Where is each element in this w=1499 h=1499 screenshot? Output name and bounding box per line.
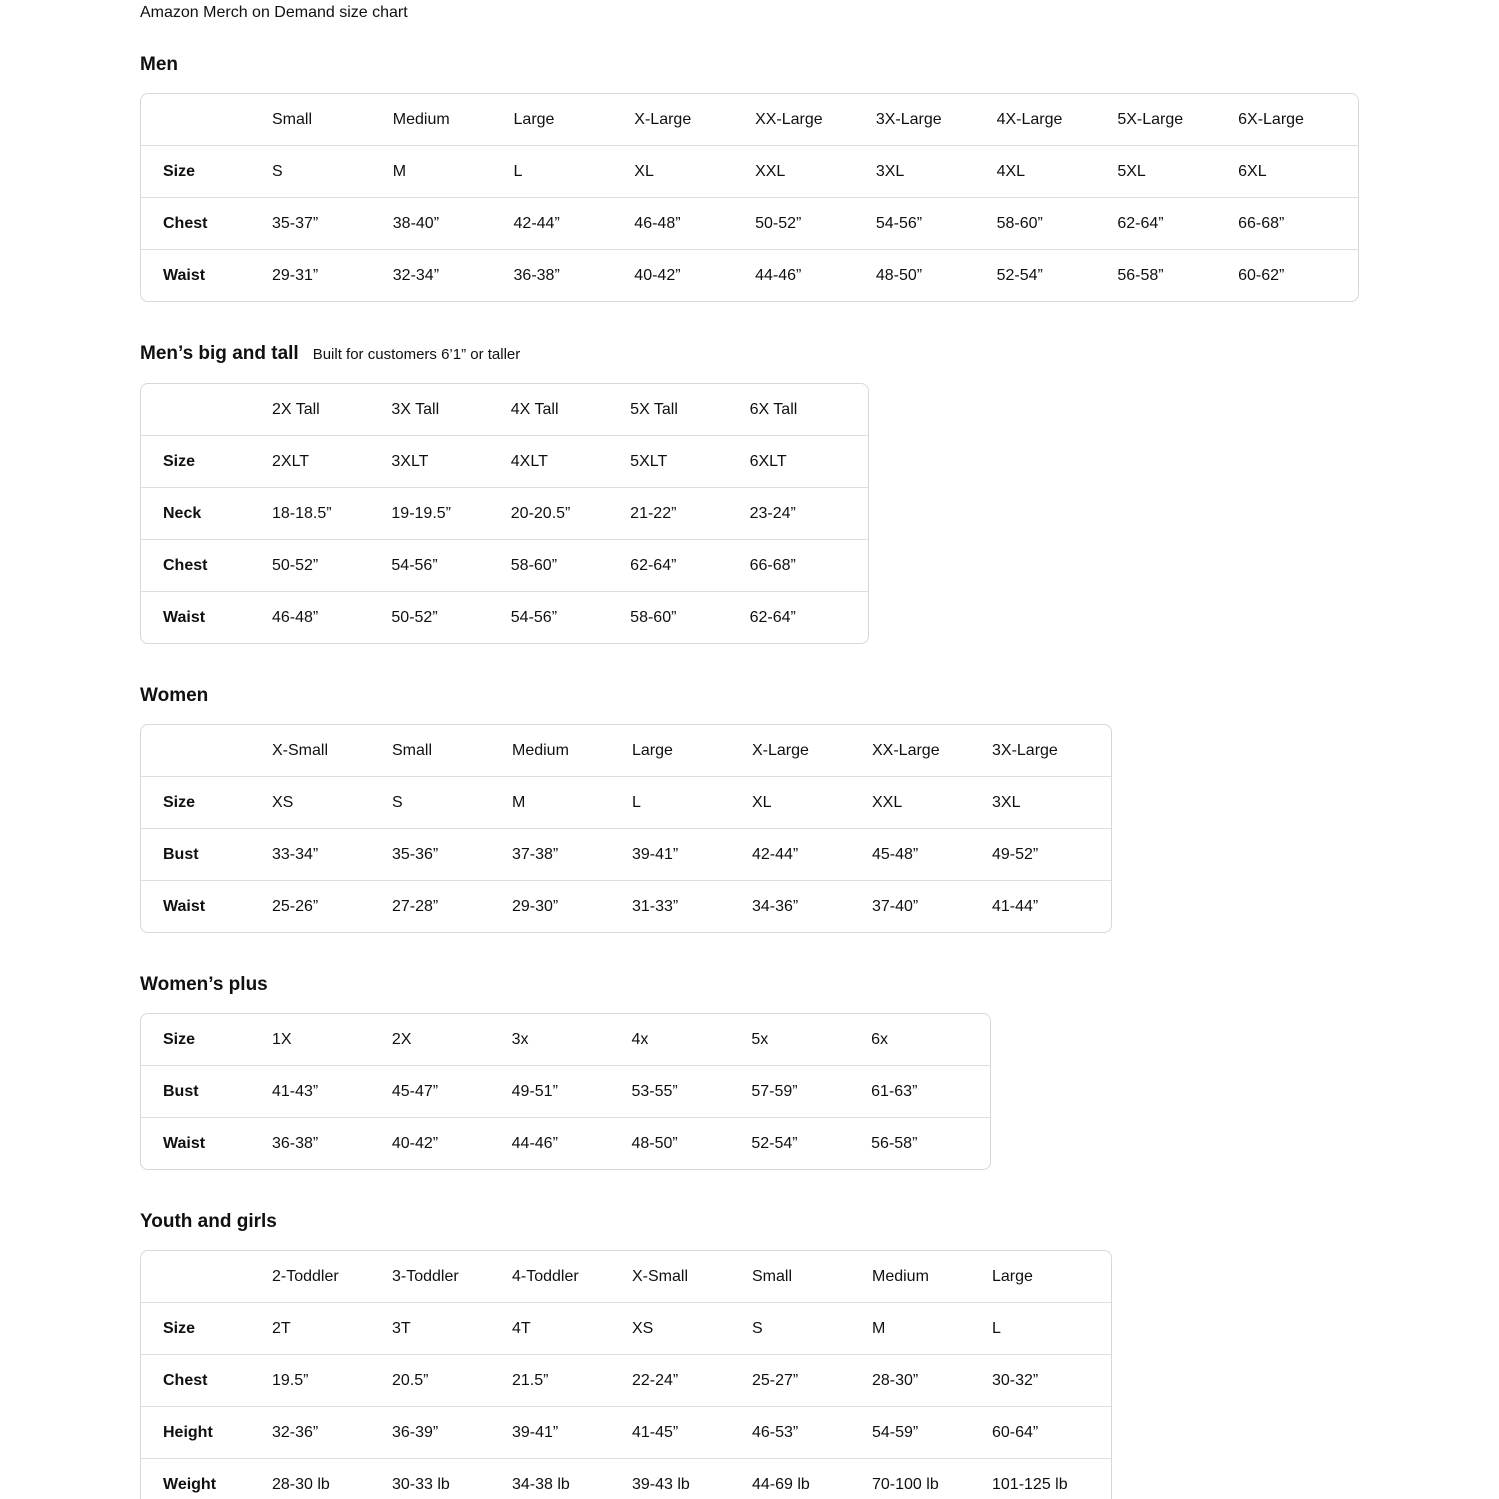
- cell: 40-42”: [391, 1117, 511, 1169]
- cell: 21.5”: [511, 1354, 631, 1406]
- cell: 52-54”: [750, 1117, 870, 1169]
- column-header: 6X Tall: [749, 400, 798, 418]
- cell: 22-24”: [631, 1354, 751, 1406]
- row-label: Height: [141, 1406, 271, 1458]
- section-heading-womens-plus: [140, 974, 1499, 996]
- cell: 56-58”: [1116, 249, 1237, 301]
- row-label: Waist: [141, 1117, 271, 1169]
- column-header: 4-Toddler: [512, 1267, 579, 1285]
- column-header: X-Large: [752, 741, 809, 759]
- cell: 34-38 lb: [511, 1458, 631, 1499]
- column-header: Large: [513, 110, 555, 128]
- row-label: Chest: [141, 1354, 271, 1406]
- cell: 19-19.5”: [390, 487, 509, 539]
- cell: 54-56”: [510, 591, 629, 643]
- cell: XXL: [871, 776, 991, 828]
- cell: 44-46”: [511, 1117, 631, 1169]
- cell: 27-28”: [391, 880, 511, 932]
- cell: 34-36”: [751, 880, 871, 932]
- corner-cell: [141, 725, 271, 776]
- cell: 5XLT: [629, 435, 748, 487]
- section-heading-mens-big-and-tall: [140, 343, 1499, 366]
- table-row: [141, 249, 1358, 301]
- cell: 41-44”: [991, 880, 1111, 932]
- cell: 36-38”: [271, 1117, 391, 1169]
- table-row: [141, 487, 868, 539]
- cell: 41-43”: [271, 1065, 391, 1117]
- cell: XS: [631, 1302, 751, 1354]
- cell: 44-69 lb: [751, 1458, 871, 1499]
- column-header-row: [141, 725, 1111, 776]
- cell: 4XL: [996, 145, 1117, 197]
- cell: 62-64”: [629, 539, 748, 591]
- cell: 23-24”: [749, 487, 868, 539]
- cell: M: [871, 1302, 991, 1354]
- cell: 31-33”: [631, 880, 751, 932]
- row-label: Weight: [141, 1458, 271, 1499]
- cell: 29-31”: [271, 249, 392, 301]
- section-heading-text: Men’s big and tall: [140, 343, 299, 364]
- cell: 62-64”: [749, 591, 868, 643]
- cell: 6XL: [1237, 145, 1358, 197]
- corner-cell: [141, 94, 271, 145]
- column-header: 6X-Large: [1238, 110, 1304, 128]
- cell: 60-64”: [991, 1406, 1111, 1458]
- column-header: 5X Tall: [630, 400, 678, 418]
- cell: M: [392, 145, 513, 197]
- cell: 36-39”: [391, 1406, 511, 1458]
- column-header: XX-Large: [872, 741, 940, 759]
- cell: S: [751, 1302, 871, 1354]
- cell: 3XLT: [390, 435, 509, 487]
- section-subtitle: Built for customers 6’1” or taller: [312, 346, 521, 363]
- cell: 54-59”: [871, 1406, 991, 1458]
- table-row: [141, 1117, 990, 1169]
- cell: 48-50”: [630, 1117, 750, 1169]
- section-youth-and-girls: [140, 1211, 1499, 1499]
- cell: 21-22”: [629, 487, 748, 539]
- cell: 35-36”: [391, 828, 511, 880]
- column-header: X-Small: [632, 1267, 689, 1285]
- row-label: Size: [141, 435, 271, 487]
- row-label: Size: [163, 1030, 196, 1048]
- table-row: [141, 776, 1111, 828]
- cell: 54-56”: [390, 539, 509, 591]
- cell: 28-30 lb: [271, 1458, 391, 1499]
- column-header: 3-Toddler: [392, 1267, 459, 1285]
- cell: 2XLT: [271, 435, 390, 487]
- row-label: Chest: [141, 539, 271, 591]
- womens-plus-table: [140, 1013, 991, 1170]
- youth-and-girls-table: [140, 1250, 1112, 1499]
- cell: 56-58”: [870, 1117, 990, 1169]
- cell: 2X: [391, 1030, 412, 1048]
- cell: 40-42”: [633, 249, 754, 301]
- cell: 58-60”: [510, 539, 629, 591]
- cell: 25-27”: [751, 1354, 871, 1406]
- cell: 50-52”: [390, 591, 509, 643]
- cell: 37-38”: [511, 828, 631, 880]
- cell: 4XLT: [510, 435, 629, 487]
- section-heading-women: [140, 685, 1499, 707]
- cell: 70-100 lb: [871, 1458, 991, 1499]
- women-table: [140, 724, 1112, 933]
- column-header-row: [141, 94, 1358, 145]
- cell: 39-43 lb: [631, 1458, 751, 1499]
- cell: M: [511, 776, 631, 828]
- cell: 60-62”: [1237, 249, 1358, 301]
- cell: 18-18.5”: [271, 487, 390, 539]
- cell: 58-60”: [996, 197, 1117, 249]
- row-label: Bust: [141, 828, 271, 880]
- table-row: [141, 145, 1358, 197]
- column-header: 2X Tall: [272, 400, 320, 418]
- table-row: [141, 1406, 1111, 1458]
- cell: 50-52”: [754, 197, 875, 249]
- section-heading-men: [140, 54, 1499, 76]
- cell: 45-48”: [871, 828, 991, 880]
- cell: 4x: [631, 1030, 649, 1048]
- cell: 46-48”: [633, 197, 754, 249]
- cell: 37-40”: [871, 880, 991, 932]
- table-row: [141, 539, 868, 591]
- cell: 39-41”: [511, 1406, 631, 1458]
- section-heading-text: Women’s plus: [140, 974, 268, 995]
- cell: 48-50”: [875, 249, 996, 301]
- cell: 5x: [751, 1030, 769, 1048]
- cell: 62-64”: [1116, 197, 1237, 249]
- column-header: 3X Tall: [391, 400, 440, 418]
- cell: 36-38”: [513, 249, 634, 301]
- cell: 29-30”: [511, 880, 631, 932]
- cell: 5XL: [1116, 145, 1237, 197]
- row-label: Waist: [141, 591, 271, 643]
- cell: 54-56”: [875, 197, 996, 249]
- column-header: 2-Toddler: [272, 1267, 339, 1285]
- cell: 3T: [391, 1302, 511, 1354]
- column-header: Large: [992, 1267, 1033, 1285]
- mens-big-and-tall-table: [140, 383, 869, 644]
- cell: 41-45”: [631, 1406, 751, 1458]
- cell: 101-125 lb: [991, 1458, 1111, 1499]
- cell: L: [631, 776, 751, 828]
- cell: 61-63”: [870, 1065, 990, 1117]
- cell: 6XLT: [749, 435, 868, 487]
- cell: 32-34”: [392, 249, 513, 301]
- cell: 46-48”: [271, 591, 390, 643]
- cell: 57-59”: [750, 1065, 870, 1117]
- cell: XL: [751, 776, 871, 828]
- cell: XL: [633, 145, 754, 197]
- row-label: Bust: [141, 1065, 271, 1117]
- column-header: X-Large: [634, 110, 692, 128]
- table-row: [141, 591, 868, 643]
- column-header: Small: [752, 1267, 793, 1285]
- column-header: 5X-Large: [1117, 110, 1184, 128]
- table-row: [141, 1065, 990, 1117]
- column-header: 4X-Large: [996, 110, 1063, 128]
- cell: S: [271, 145, 392, 197]
- column-header: Small: [392, 741, 433, 759]
- cell: 30-32”: [991, 1354, 1111, 1406]
- column-header: Medium: [872, 1267, 929, 1285]
- column-header: 3X-Large: [875, 110, 942, 128]
- column-header-row: [141, 1251, 1111, 1302]
- section-heading-text: Men: [140, 54, 178, 75]
- column-header-row: [141, 384, 868, 435]
- table-row: [141, 1354, 1111, 1406]
- sections: [140, 54, 1499, 1499]
- cell: 32-36”: [271, 1406, 391, 1458]
- column-header: X-Small: [272, 741, 329, 759]
- cell: 66-68”: [1237, 197, 1358, 249]
- corner-cell: [141, 1251, 271, 1302]
- cell: 4T: [511, 1302, 631, 1354]
- table-row: [141, 1302, 1111, 1354]
- cell: 19.5”: [271, 1354, 391, 1406]
- column-header: Medium: [392, 110, 450, 128]
- cell: 33-34”: [271, 828, 391, 880]
- cell: 49-52”: [991, 828, 1111, 880]
- cell: 20.5”: [391, 1354, 511, 1406]
- row-label: Size: [141, 776, 271, 828]
- section-mens-big-and-tall: [140, 343, 1499, 644]
- cell: 53-55”: [630, 1065, 750, 1117]
- cell: 3XL: [875, 145, 996, 197]
- cell: 45-47”: [391, 1065, 511, 1117]
- men-table: [140, 93, 1359, 302]
- cell: 42-44”: [513, 197, 634, 249]
- cell: 46-53”: [751, 1406, 871, 1458]
- column-header: XX-Large: [755, 110, 823, 128]
- cell: 50-52”: [271, 539, 390, 591]
- column-header: Medium: [512, 741, 569, 759]
- section-womens-plus: [140, 974, 1499, 1170]
- table-row: [141, 1014, 990, 1065]
- cell: 44-46”: [754, 249, 875, 301]
- row-label: Neck: [141, 487, 271, 539]
- cell: 3x: [511, 1030, 529, 1048]
- table-row: [141, 197, 1358, 249]
- cell: XS: [271, 776, 391, 828]
- cell: 58-60”: [629, 591, 748, 643]
- row-label: Size: [141, 145, 271, 197]
- column-header: Small: [272, 110, 313, 128]
- cell: 39-41”: [631, 828, 751, 880]
- cell: 20-20.5”: [510, 487, 629, 539]
- column-header: 4X Tall: [510, 400, 559, 418]
- cell: 3XL: [991, 776, 1111, 828]
- table-row: [141, 435, 868, 487]
- cell: 30-33 lb: [391, 1458, 511, 1499]
- cell: 66-68”: [749, 539, 868, 591]
- cell: 42-44”: [751, 828, 871, 880]
- cell: 6x: [871, 1030, 889, 1048]
- column-header: 3X-Large: [992, 741, 1058, 759]
- cell: 38-40”: [392, 197, 513, 249]
- cell: 35-37”: [271, 197, 392, 249]
- cell: L: [991, 1302, 1111, 1354]
- cell: 2T: [271, 1302, 391, 1354]
- page-title: Amazon Merch on Demand size chart: [140, 4, 408, 21]
- cell: 1X: [272, 1030, 292, 1048]
- row-label: Waist: [141, 880, 271, 932]
- cell: XXL: [754, 145, 875, 197]
- cell: 52-54”: [996, 249, 1117, 301]
- column-header: Large: [632, 741, 673, 759]
- cell: 25-26”: [271, 880, 391, 932]
- row-label: Waist: [141, 249, 271, 301]
- cell: 28-30”: [871, 1354, 991, 1406]
- section-heading-text: Youth and girls: [140, 1211, 277, 1232]
- cell: L: [513, 145, 634, 197]
- section-women: [140, 685, 1499, 933]
- row-label: Size: [141, 1302, 271, 1354]
- row-label: Chest: [141, 197, 271, 249]
- section-heading-youth-and-girls: [140, 1211, 1499, 1233]
- table-row: [141, 880, 1111, 932]
- cell: 49-51”: [511, 1065, 631, 1117]
- table-row: [141, 1458, 1111, 1499]
- section-heading-text: Women: [140, 685, 209, 706]
- section-men: [140, 54, 1499, 302]
- corner-cell: [141, 384, 271, 435]
- table-row: [141, 828, 1111, 880]
- cell: S: [391, 776, 511, 828]
